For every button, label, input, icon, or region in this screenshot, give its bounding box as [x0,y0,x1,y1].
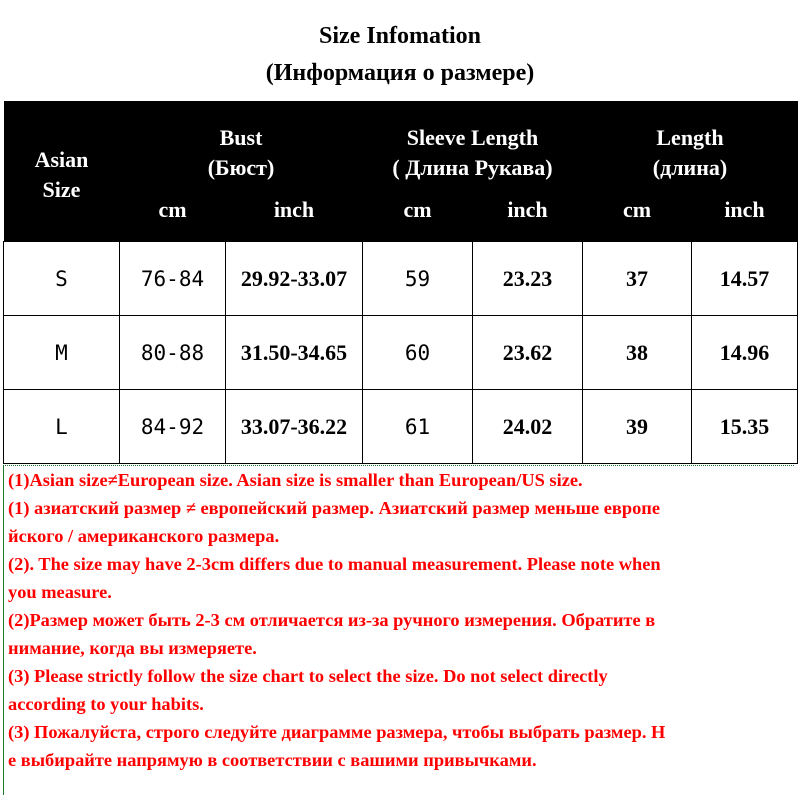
table-row [4,242,798,316]
length-inch-cell: 14.96 [692,316,798,390]
bust-inch-cell: 33.07-36.22 [226,390,363,464]
unit-length-cm: cm [622,197,652,222]
unit-bust-inch: inch [273,197,315,222]
unit-length-inch: inch [724,197,765,222]
note-line: (2). The size may have 2-3cm differs due to manual measurement. Please note when [8,554,661,574]
note-line: (3) Пожалуйста, строго следуйте диаграмме размера, чтобы выбрать размер. Н [8,722,666,742]
sleeve-cm-cell: 59 [363,242,473,316]
length-header: Length (длина) cm inch [583,101,798,242]
sleeve-length-header: Sleeve Length ( Длина Рукава) cm inch [363,101,583,242]
table-header [4,101,798,242]
page-subtitle: (Информация о размере) [265,60,535,86]
unit-sleeve-cm: cm [403,197,432,222]
note-line: (1)Asian size≠European size. Asian size is smaller than European/US size. [8,470,583,490]
note-line: е выбирайте напрямую в соответствии с вашими привычками. [8,750,537,770]
bust-header: Bust (Бюст) cm inch [120,101,363,242]
length-inch-cell: 14.57 [692,242,798,316]
note-line: (1) азиатский размер ≠ европейский размер. Азиатский размер меньше европе [8,498,661,518]
size-cell: S [4,242,120,316]
table-row [4,316,798,390]
note-line: (3) Please strictly follow the size chart to select the size. Do not select directly [8,666,608,686]
note-line: (2)Размер может быть 2-3 см отличается из-за ручного измерения. Обратите в [8,610,656,630]
unit-bust-cm: cm [158,197,187,222]
title-block [0,0,800,100]
sleeve-inch-cell: 23.62 [473,316,583,390]
sleeve-inch-cell: 23.23 [473,242,583,316]
size-cell: L [4,390,120,464]
size-cell: M [4,316,120,390]
bust-cm-cell: 80-88 [120,316,226,390]
note-line: according to your habits. [8,694,204,714]
page-title: Size Infomation [319,23,481,49]
sleeve-cm-cell: 60 [363,316,473,390]
size-table [3,101,798,464]
size-notes [3,465,794,795]
sleeve-inch-cell: 24.02 [473,390,583,464]
sleeve-cm-cell: 61 [363,390,473,464]
note-line: йского / американского размера. [8,526,280,546]
note-line: you measure. [8,582,112,602]
bust-cm-cell: 76-84 [120,242,226,316]
table-row [4,390,798,464]
bust-cm-cell: 84-92 [120,390,226,464]
length-cm-cell: 39 [583,390,692,464]
length-cm-cell: 38 [583,316,692,390]
unit-sleeve-inch: inch [507,197,548,222]
bust-inch-cell: 29.92-33.07 [226,242,363,316]
length-inch-cell: 15.35 [692,390,798,464]
asian-size-header: Asian Size [34,147,89,202]
note-line: нимание, когда вы измеряете. [8,638,257,658]
length-cm-cell: 37 [583,242,692,316]
bust-inch-cell: 31.50-34.65 [226,316,363,390]
